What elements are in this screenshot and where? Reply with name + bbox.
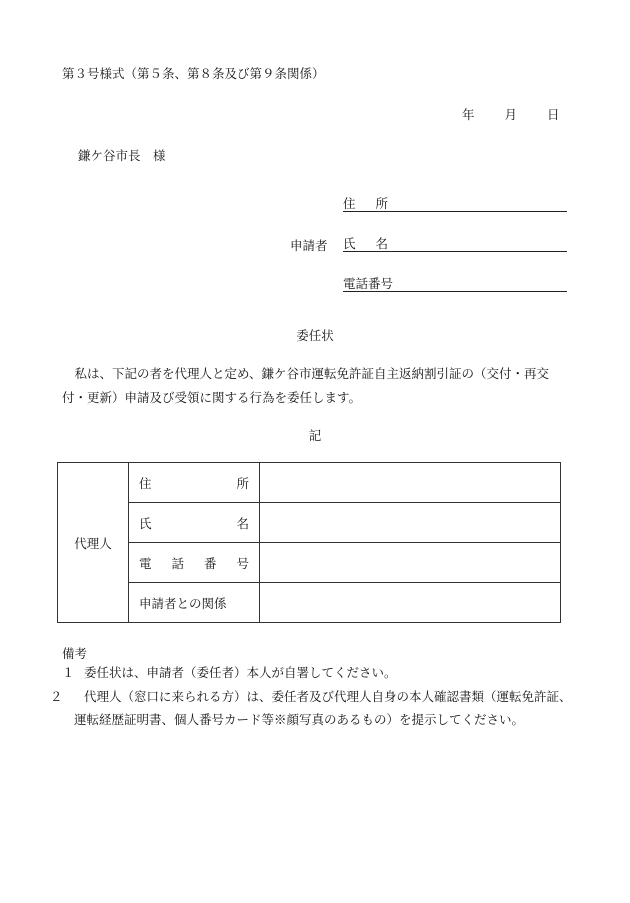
remark-item: [62, 661, 568, 684]
applicant-label: 申請者: [290, 238, 328, 253]
remark-text: 代理人（窓口に来られる方）は、委任者及び代理人自身の本人確認書類（運転免許証、運転経歴証明書、個人番号カード等※顔写真のあるもの）を提示してください。: [74, 689, 572, 727]
proxy-relationship-label: 申請者との関係: [129, 583, 260, 623]
applicant-address-label: 住所: [343, 196, 409, 211]
table-row: [58, 583, 561, 623]
proxy-address-label: 住 所: [129, 463, 260, 503]
remark-item: [50, 685, 580, 731]
remarks-heading: 備考: [62, 646, 88, 661]
proxy-group-label: 代理人: [58, 463, 129, 623]
proxy-relationship-field[interactable]: [260, 583, 561, 623]
date-year: 年: [462, 107, 475, 122]
remark-text: 委任状は、申請者（委任者）本人が自署してください。: [84, 665, 397, 680]
remark-number: ２: [50, 689, 63, 704]
form-number: 第３号様式（第５条、第８条及び第９条関係）: [62, 66, 325, 81]
applicant-phone-label: 電話番号: [343, 276, 394, 291]
applicant-name-label: 氏名: [343, 236, 409, 251]
table-row: [58, 503, 561, 543]
applicant-phone-line: [343, 274, 567, 292]
document-title: 委任状: [296, 328, 334, 343]
proxy-name-field[interactable]: [260, 503, 561, 543]
date-month: 月: [504, 107, 518, 122]
record-mark: 記: [308, 428, 322, 443]
applicant-name-line: [343, 234, 567, 252]
date-day: 日: [547, 107, 560, 122]
proxy-address-field[interactable]: [260, 463, 561, 503]
table-row: [58, 543, 561, 583]
proxy-name-label: 氏 名: [129, 503, 260, 543]
delegation-statement: 私は、下記の者を代理人と定め、鎌ケ谷市運転免許証自主返納割引証の（交付・再交付・更新）申請及び受領に関する行為を委任します。: [62, 366, 550, 405]
remark-number: １: [62, 665, 75, 680]
date-line: [462, 105, 560, 123]
table-row: [58, 463, 561, 503]
addressee: 鎌ケ谷市長 様: [78, 148, 166, 163]
proxy-phone-field[interactable]: [260, 543, 561, 583]
applicant-address-line: [343, 194, 567, 212]
proxy-phone-label: 電 話 番 号: [129, 543, 260, 583]
proxy-table: [57, 462, 561, 623]
